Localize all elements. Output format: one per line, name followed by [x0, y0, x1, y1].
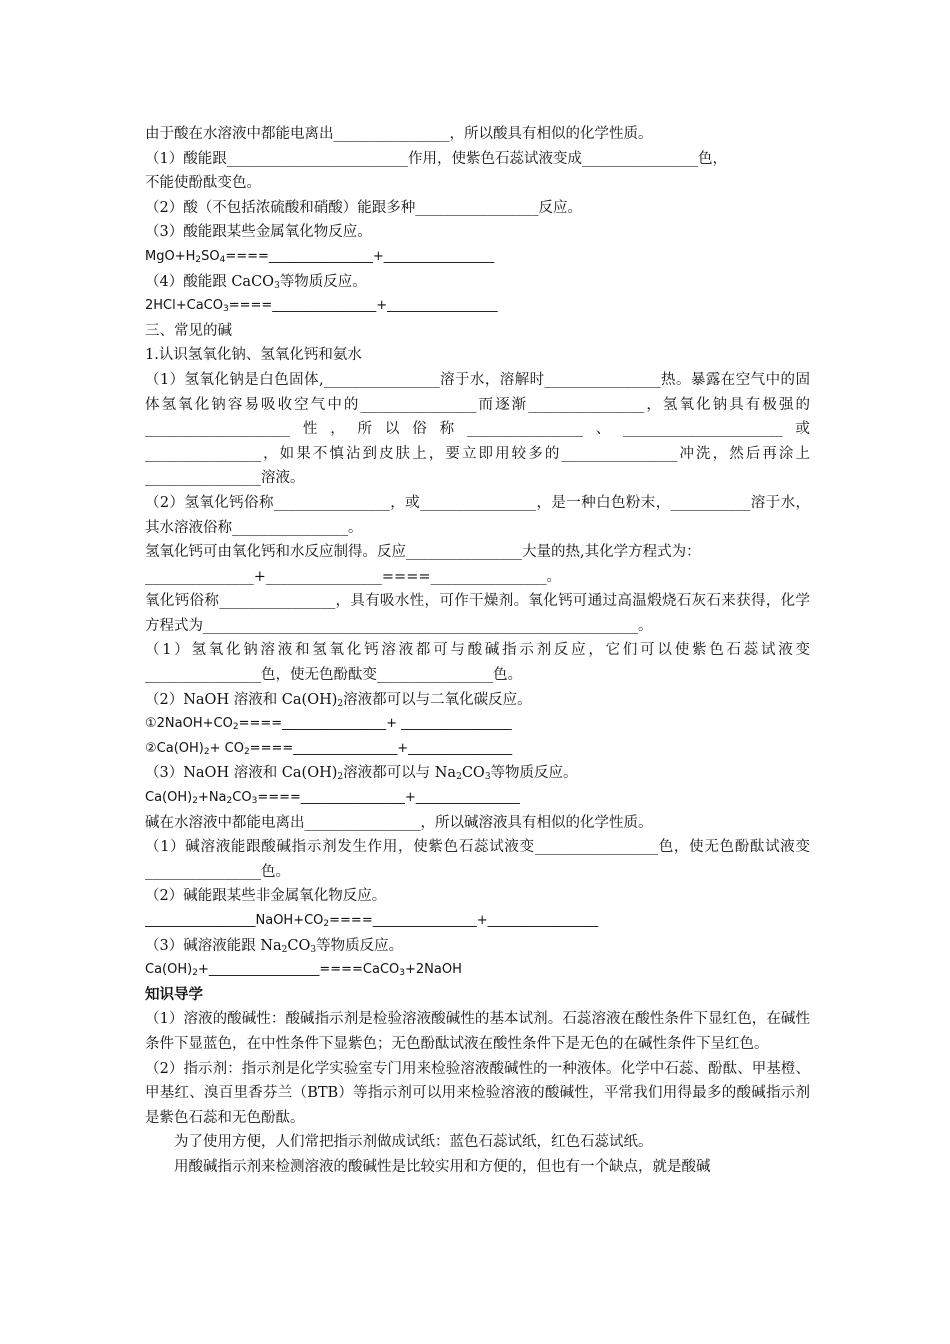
paragraph: 用酸碱指示剂来检测溶液的酸碱性是比较实用和方便的，但也有一个缺点，就是酸碱 [174, 1158, 711, 1175]
section-heading: 知识导学 [145, 986, 203, 1003]
paragraph: （2）指示剂：指示剂是化学实验室专门用来检验溶液酸碱性的一种液体。化学中石蕊、酚酞、甲基橙、甲基红、溴百里香芬兰（BTB）等指示剂可以用来检验溶液的酸碱性，平常我们用得最多的酸碱指示剂是紫色石蕊和无色酚酞。 [145, 1060, 810, 1126]
paragraph: （2）氢氧化钙俗称________________，或________________，是一种白色粉末，___________溶于水，其水溶液俗称________________。 [145, 494, 810, 536]
equation-line: _______________+________________====________________。 [145, 568, 561, 585]
paragraph: 氧化钙俗称________________，具有吸水性，可作干燥剂。氧化钙可通过高温煅烧石灰石来获得，化学方程式为____________________________________________________________。 [145, 593, 810, 634]
text-line: 不能使酚酞变色。 [145, 175, 261, 192]
equation-line: $①2NaOH+CO_2====\_\_\_\_\_\_\_\_\_\_\_\_\_\_\_\_+$ _________________ [145, 716, 512, 733]
text-line: （3）酸能跟某些金属氧化物反应。 [145, 224, 372, 241]
paragraph: （1）碱溶液能跟酸碱指示剂发生作用，使紫色石蕊试液变_________________色，使无色酚酞试液变________________色。 [145, 839, 810, 880]
paragraph: （1）氢氧化钠是白色固体,________________溶于水，溶解时________________热。暴露在空气中的固体氢氧化钠容易吸收空气中的________________而逐渐________________，氢氧化钠具有极强的____________________性，所以俗称________________、______________________或________________，如果不慎沾到皮肤上，要立即用较多的________________冲洗，然后再涂上________________溶液。 [145, 371, 810, 487]
paragraph: （1）氢氧化钠溶液和氢氧化钙溶液都可与酸碱指示剂反应，它们可以使紫色石蕊试液变________________色，使无色酚酞变________________色。 [145, 642, 810, 684]
paragraph: 为了使用方便，人们常把指示剂做成试纸：蓝色石蕊试纸，红色石蕊试纸。 [174, 1134, 653, 1151]
text-line: 由于酸在水溶液中都能电离出________________，所以酸具有相似的化学性质。 [145, 126, 653, 142]
section-title: 三、常见的碱 [145, 322, 232, 339]
text-line: （2）酸（不包括浓硫酸和硝酸）能跟多种_________________反应。 [145, 199, 582, 216]
equation-line: 2HCl+CaCO$_3$====________________+_________________ [145, 298, 498, 315]
text-line: 碱在水溶液中都能电离出________________，所以碱溶液具有相似的化学性质。 [145, 814, 653, 831]
subsection-title: 1.认识氢氧化钠、氢氧化钙和氨水 [145, 347, 362, 364]
equation-line: $Ca(OH)_2+Na_2CO_3====\_\_\_\_\_\_\_\_\_\_\_\_\_\_\_\_+\_\_\_\_\_\_\_\_\_\_\_\_\_\_\_\_$ [145, 790, 520, 807]
equation-line: $Ca(OH)_2+\_\_\_\_\_\_\_\_\_\_\_\_\_\_\_\_\_====CaCO_3+2NaOH$ [145, 962, 462, 979]
equation-line: $\_\_\_\_\_\_\_\_\_\_\_\_\_\_\_\_\_NaOH+CO_2====\_\_\_\_\_\_\_\_\_\_\_\_\_\_\_\_+\_\_\_\_\_\_\_\_\_\_\_\_\_\_\_\_\_$ [145, 913, 599, 929]
text-line: （3）碱溶液能跟 $Na_2CO_3$等物质反应。 [145, 937, 404, 955]
document-page [145, 122, 810, 1180]
equation-line: $MgO+H_2SO_4====\_\_\_\_\_\_\_\_\_\_\_\_\_\_\_\_+\_\_\_\_\_\_\_\_\_\_\_\_\_\_\_\_\_$ [145, 248, 495, 265]
text-line: （2）碱能跟某些非金属氧化物反应。 [145, 888, 387, 905]
text-line: （1）酸能跟_________________________作用，使紫色石蕊试液变成________________色， [145, 150, 727, 167]
text-line: （4）酸能跟 CaCO$_3$等物质反应。 [145, 273, 367, 291]
paragraph: （1）溶液的酸碱性：酸碱指示剂是检验溶液酸碱性的基本试剂。石蕊溶液在酸性条件下显红色，在碱性条件下显蓝色，在中性条件下显紫色；无色酚酞试液在酸性条件下是无色的在碱性条件下呈红色。 [145, 1011, 810, 1052]
text-line: （3）NaOH 溶液和 $Ca(OH)_2$溶液都可以与 $Na_2CO_3$等物质反应。 [145, 765, 578, 783]
text-line: （2）NaOH 溶液和 $Ca(OH)_2$溶液都可以与二氧化碳反应。 [145, 691, 532, 709]
text-line: 氢氧化钙可由氧化钙和水反应制得。反应________________大量的热,其化学方程式为： [145, 544, 701, 561]
equation-line: $②Ca(OH)_2+$ $CO_2====\_\_\_\_\_\_\_\_\_\_\_\_\_\_\_\_+\_\_\_\_\_\_\_\_\_\_\_\_\_\_\_\_$ [145, 740, 513, 757]
